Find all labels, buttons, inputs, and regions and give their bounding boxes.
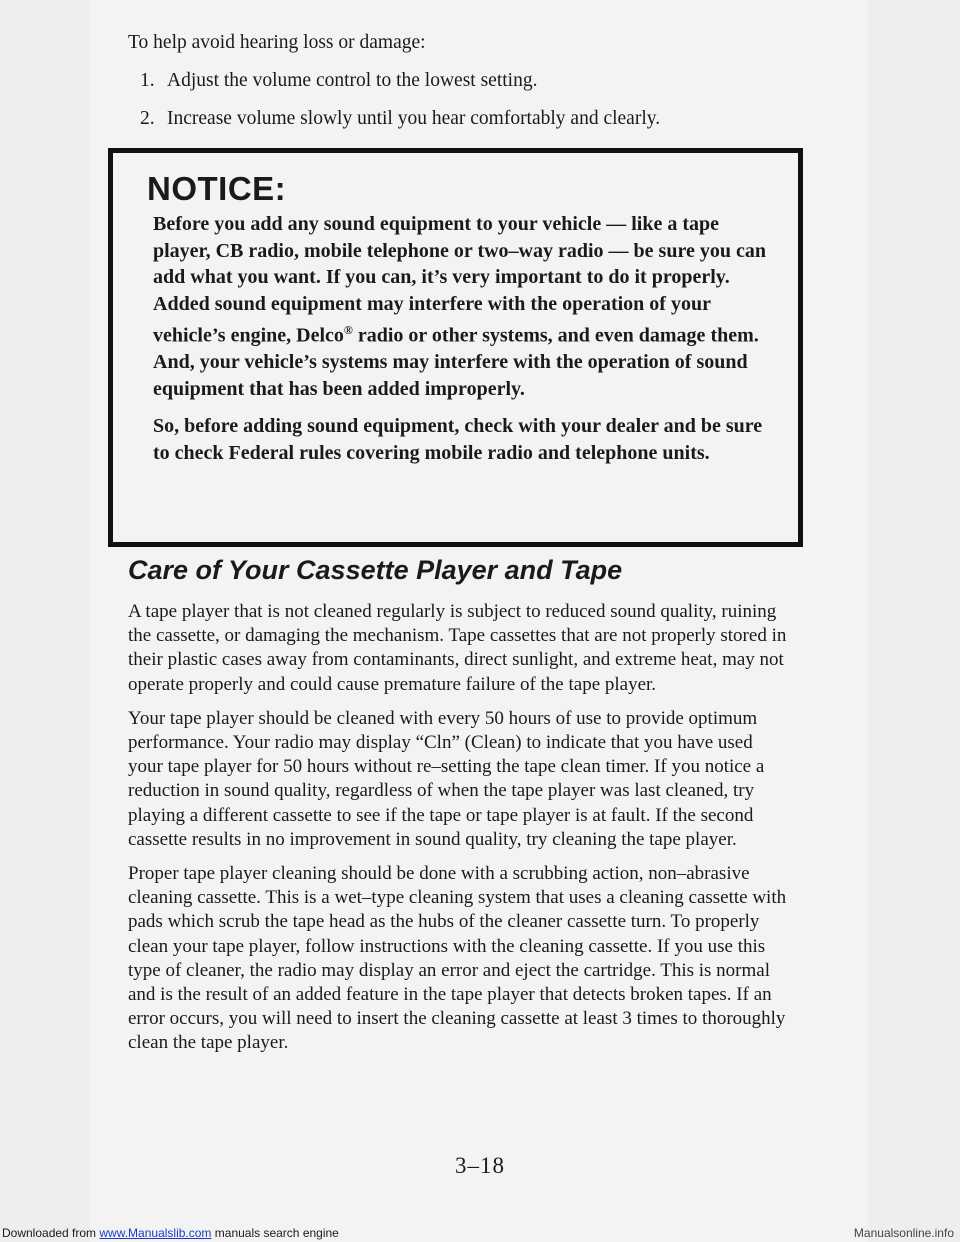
footer-suffix: manuals search engine [211,1226,339,1240]
list-item [140,106,792,132]
section-body [128,600,792,1066]
notice-paragraph: So, before adding sound equipment, check with your dealer and be sure to check Federal rules covering mobile radio and telephone units. [153,415,763,464]
watermark-text: Manualsonline.info [853,1226,954,1240]
page-number: 3–18 [455,1153,505,1178]
footer-attribution [2,1224,339,1242]
notice-text: radio or other systems, and even damage them. And, your vehicle’s systems may interfere with the operation of sound equipment that has been added improperly. [153,324,759,400]
body-paragraph: Proper tape player cleaning should be done with a scrubbing action, non–abrasive cleaning cassette. This is a wet–type cleaning system that uses a cleaning cassette with pads which scrub the tape head as the hubs of the cleaner cassette turn. To properly clean your tape player, follow instructions with the cleaning cassette. If you use this type of cleaner, the radio may display an error and eject the cartridge. This is normal and is the result of an added feature in the tape player that detects broken tapes. If an error occurs, you will need to insert the cleaning cassette at least 3 times to thoroughly clean the tape player. [128,863,787,1054]
manualslib-link[interactable]: www.Manualslib.com [99,1226,212,1240]
steps-list [128,68,792,132]
list-item [140,68,792,94]
section-title: Care of Your Cassette Player and Tape [128,555,623,585]
notice-paragraph [153,211,773,402]
intro-block [128,30,792,144]
footer-prefix: Downloaded from [2,1226,100,1240]
download-footer [0,1224,960,1242]
notice-box [108,148,803,547]
registered-mark: ® [343,323,353,337]
body-paragraph: A tape player that is not cleaned regularly is subject to reduced sound quality, ruining the cassette, or damaging the mechanism. Tape cassettes that are not properly stored in their plastic cases away from contaminants, direct sunlight, and extreme heat, may not operate properly and could cause premature failure of the tape player. [128,601,787,695]
notice-body [153,211,773,477]
step-text: Adjust the volume control to the lowest setting. [167,70,538,91]
step-number: 1. [140,70,155,91]
intro-text: To help avoid hearing loss or damage: [128,32,426,53]
notice-text: Before you add any sound equipment to your vehicle — like a tape player, CB radio, mobile telephone or two–way radio — be sure you can add what you want. If you can, it’s very important to do it properly. Added sound equipment may interfere with the operation of your vehicle’s engine, Delco [153,213,766,347]
step-text: Increase volume slowly until you hear comfortably and clearly. [167,108,661,129]
step-number: 2. [140,108,155,129]
body-paragraph: Your tape player should be cleaned with every 50 hours of use to provide optimum performance. Your radio may display “Cln” (Clean) to indicate that you have used your tape player for 50 hours without re–setting the tape clean timer. If you notice a reduction in sound quality, regardless of when the tape player was last cleaned, try playing a different cassette to see if the tape or tape player is at fault. If the second cassette results in no improvement in sound quality, try cleaning the tape player. [128,707,765,850]
notice-title: NOTICE: [147,170,287,207]
